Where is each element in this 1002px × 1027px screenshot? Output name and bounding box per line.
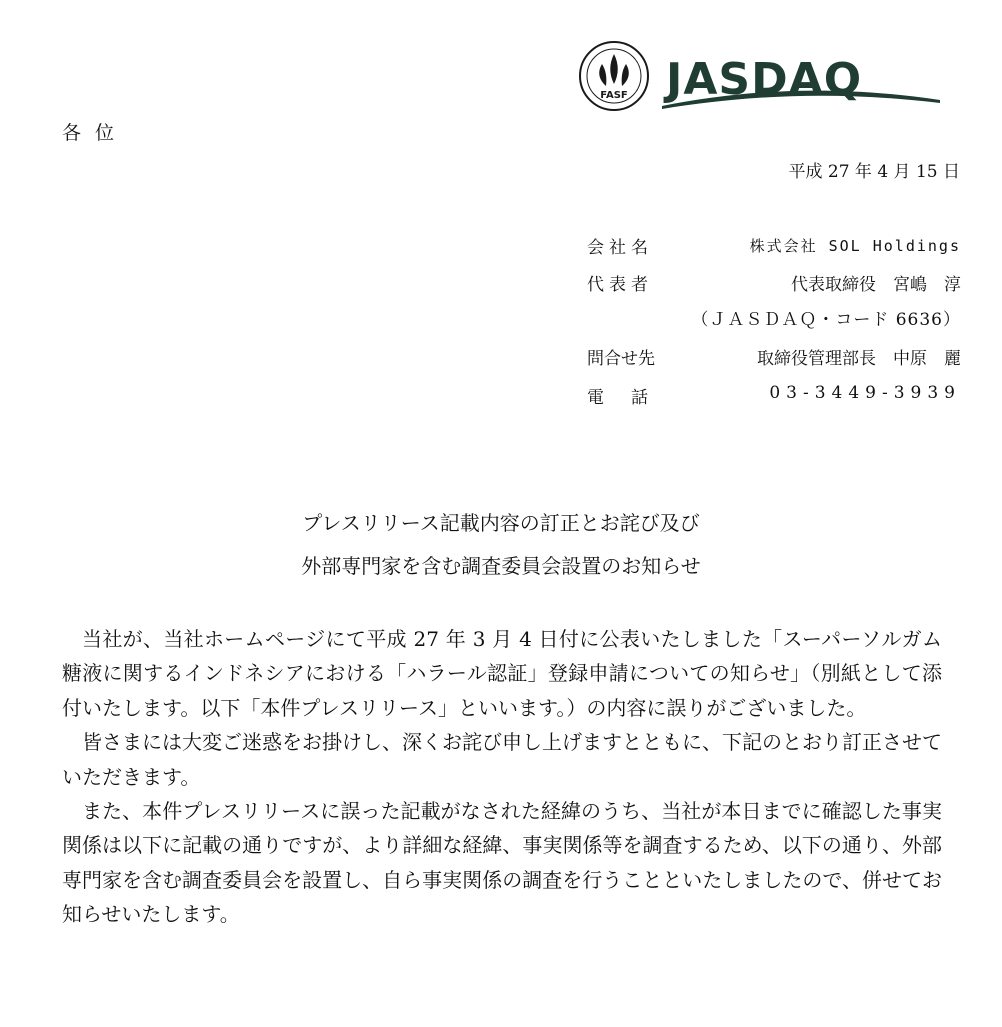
issue-date: 平成 27 年 4 月 15 日: [788, 162, 960, 182]
jasdaq-logo-text: JASDAQ: [666, 54, 863, 105]
fasf-seal-text: FASF: [600, 90, 628, 101]
representative-label: 代表者: [587, 275, 653, 295]
title-line-2: 外部専門家を含む調査委員会設置のお知らせ: [301, 554, 701, 578]
company-name-label: 会社名: [587, 238, 653, 258]
addressee: 各位: [62, 122, 129, 144]
phone-label: 電 話: [587, 388, 653, 408]
fasf-seal-logo: [578, 40, 650, 112]
representative-value: 代表取締役 宮嶋 淳: [791, 275, 961, 295]
jasdaq-code: （ＪＡＳＤＡＱ・コード 6636）: [691, 310, 961, 330]
header-logos: [578, 40, 943, 120]
contact-label: 問合せ先: [587, 349, 655, 369]
company-name-value: 株式会社 SOL Holdings: [749, 237, 961, 255]
phone-row: [587, 383, 961, 409]
company-name-row: [587, 233, 961, 259]
phone-value: 03-3449-3939: [769, 383, 961, 403]
contact-row: [587, 344, 961, 370]
paragraph: また、本件プレスリリースに誤った記載がなされた経緯のうち、当社が本日までに確認した事実関係は以下に記載の通りですが、より詳細な経緯、事実関係等を調査するため、以下の通り、外部専門家を含む調査委員会を設置し、自ら事実関係の調査を行うことといたしましたので、併せてお知らせいたします。: [62, 799, 942, 927]
contact-value: 取締役管理部長 中原 麗: [757, 349, 961, 369]
paragraph: 当社が、当社ホームページにて平成 27 年 3 月 4 日付に公表いたしました「スーパーソルガム糖液に関するインドネシアにおける「ハラール認証」登録申請についての知らせ」（別紙として添付いたします。以下「本件プレスリリース」といいます。）の内容に誤りがございました。: [62, 627, 942, 720]
paragraph: 皆さまには大変ご迷惑をお掛けし、深くお詫び申し上げますとともに、下記のとおり訂正させていただきます。: [62, 730, 942, 789]
body-text: [62, 622, 942, 932]
title-line-1: プレスリリース記載内容の訂正とお詫び及び: [302, 511, 700, 535]
representative-row: [587, 270, 961, 296]
jasdaq-logo: [662, 48, 942, 112]
